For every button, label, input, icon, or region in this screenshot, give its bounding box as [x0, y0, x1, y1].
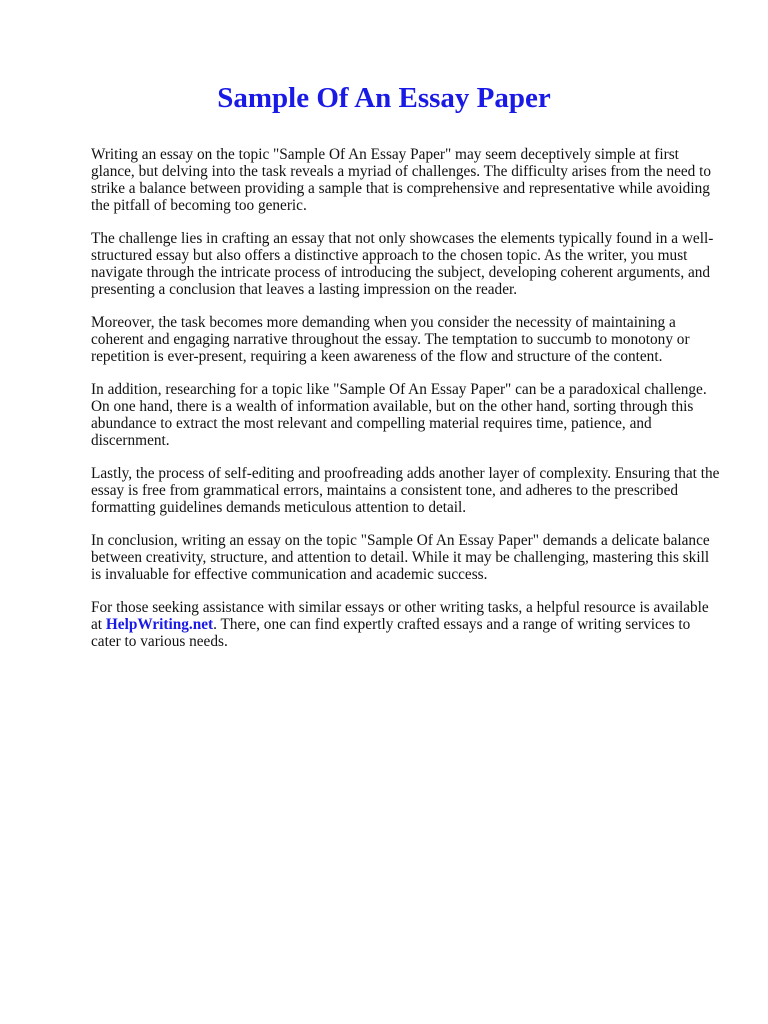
paragraph-6: In conclusion, writing an essay on the topic "Sample Of An Essay Paper" demands a delicate balance between creativity, structure, and attention to detail. While it may be challenging, mastering this skill is invaluable for effective communication and academic success. [91, 532, 710, 583]
paragraph-7 [91, 599, 721, 650]
paragraph-3: Moreover, the task becomes more demanding when you consider the necessity of maintaining a coherent and engaging narrative throughout the essay. The temptation to succumb to monotony or repetition is ever-present, requiring a keen awareness of the flow and structure of the content. [91, 314, 690, 365]
paragraph-7-lead-text: For those seeking assistance with similar essays or other writing tasks, a helpful resource is available at [91, 599, 709, 633]
essay-body [91, 146, 721, 666]
paragraph-5: Lastly, the process of self-editing and proofreading adds another layer of complexity. Ensuring that the essay is free from grammatical errors, maintains a consistent tone, and adheres to the prescribed formatting guidelines demands meticulous attention to detail. [91, 465, 720, 516]
paragraph-4: In addition, researching for a topic like "Sample Of An Essay Paper" can be a paradoxical challenge. On one hand, there is a wealth of information available, but on the other hand, sorting through this abundance to extract the most relevant and compelling material requires time, patience, and discernment. [91, 381, 707, 449]
paragraph-2: The challenge lies in crafting an essay that not only showcases the elements typically found in a well-structured essay but also offers a distinctive approach to the chosen topic. As the writer, you must navigate through the intricate process of introducing the subject, developing coherent arguments, and presenting a conclusion that leaves a lasting impression on the reader. [91, 230, 714, 298]
page-title: Sample Of An Essay Paper [217, 82, 551, 114]
paragraph-7-tail-text: . There, one can find expertly crafted essays and a range of writing services to cater to various needs. [91, 616, 691, 650]
helpwriting-link[interactable]: HelpWriting.net [105, 616, 214, 633]
paragraph-1: Writing an essay on the topic "Sample Of An Essay Paper" may seem deceptively simple at first glance, but delving into the task reveals a myriad of challenges. The difficulty arises from the need to strike a balance between providing a sample that is comprehensive and representative while avoiding the pitfall of becoming too generic. [91, 146, 712, 214]
